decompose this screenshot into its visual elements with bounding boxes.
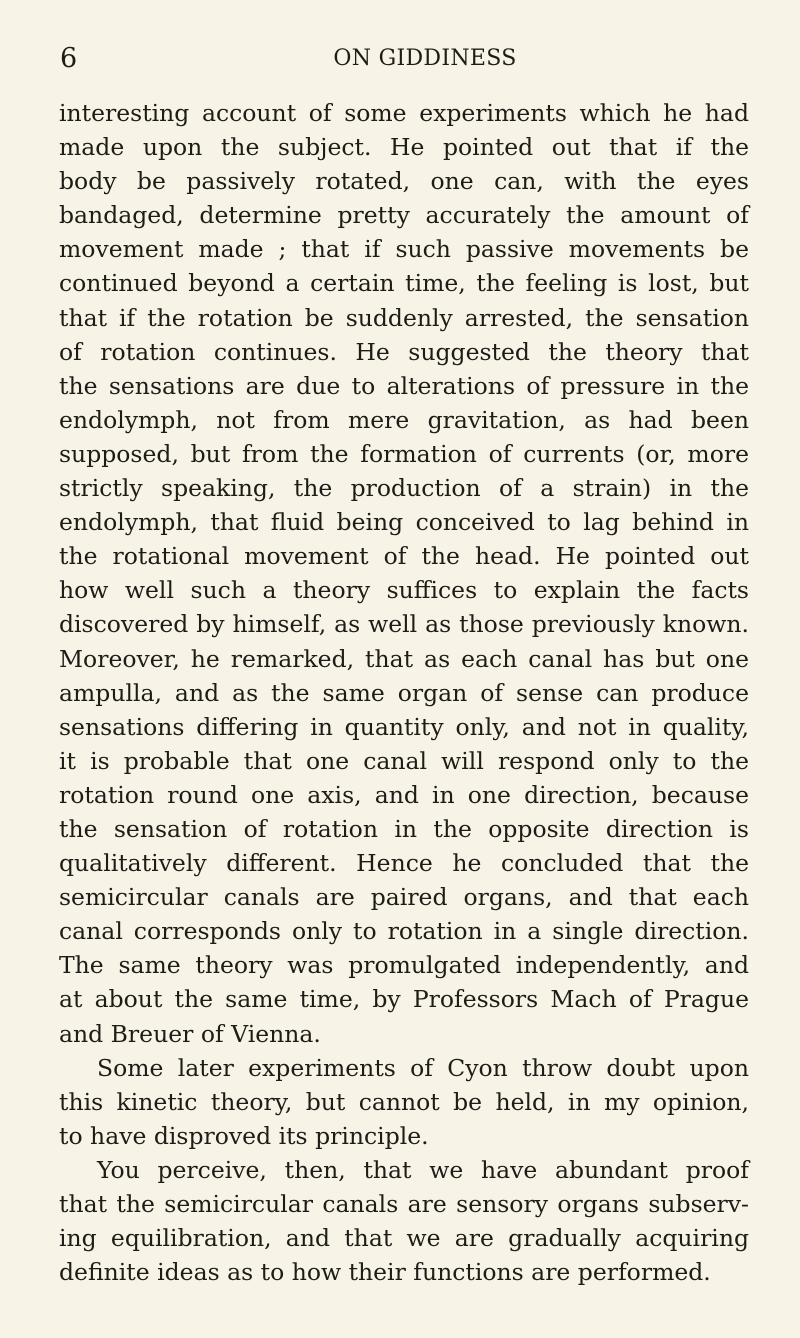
text-line: body be passively rotated, one can, with the eyes [59,167,749,196]
text-line: ampulla, and as the same organ of sense can produce [59,678,749,707]
running-head: ON GIDDINESS [333,46,517,71]
text-line: qualitatively different. Hence he concluded that the [59,849,749,878]
text-line: that if the rotation be suddenly arrested, the sensation [59,303,749,332]
text-line: canal corresponds only to rotation in a single direction. [59,917,749,946]
text-line: discovered by himself, as well as those previously known. [59,610,749,639]
text-line: rotation round one axis, and in one direction, because [59,780,749,809]
text-line: bandaged, determine pretty accurately the amount of [59,201,749,230]
text-line: made upon the subject. He pointed out that if the [59,133,749,162]
text-line: sensations differing in quantity only, and not in quality, [59,712,749,741]
text-line: how well such a theory suffices to explain the facts [59,576,749,605]
text-line: it is probable that one canal will respond only to the [59,746,749,775]
text-line: interesting account of some experiments which he had [59,99,749,127]
text-line: and Breuer of Vienna. [59,1019,321,1048]
text-line: endolymph, that fluid being conceived to lag behind in [59,508,749,537]
text-line: at about the same time, by Professors Mach of Prague [59,985,749,1014]
text-line: to have disproved its principle. [59,1121,429,1150]
text-line: that the semicircular canals are sensory organs subserv- [59,1190,749,1218]
text-line: strictly speaking, the production of a strain) in the [59,474,749,503]
text-line: of rotation continues. He suggested the theory that [59,337,749,366]
text-line: the sensations are due to alterations of pressure in the [59,371,749,400]
text-line: supposed, but from the formation of currents (or, more [59,439,749,468]
text-line: semicircular canals are paired organs, and that each [59,883,749,912]
text-line: continued beyond a certain time, the feeling is lost, but [59,269,749,298]
page-header [0,44,800,84]
text-line: You perceive, then, that we have abundant proof [97,1155,749,1184]
body-text [59,96,749,1289]
text-line: definite ideas as to how their functions are performed. [59,1258,711,1287]
text-line: Moreover, he remarked, that as each canal has but one [59,644,749,673]
page-number: 6 [60,43,78,74]
text-line: Some later experiments of Cyon throw doubt upon [97,1053,749,1082]
text-line: endolymph, not from mere gravitation, as had been [59,405,749,434]
text-line: ing equilibration, and that we are gradually acquiring [59,1224,749,1253]
text-line: the rotational movement of the head. He pointed out [59,542,749,571]
text-line: movement made ; that if such passive movements be [59,235,749,264]
text-line: this kinetic theory, but cannot be held, in my opinion, [59,1087,749,1116]
text-line: the sensation of rotation in the opposite direction is [59,814,749,843]
text-line: The same theory was promulgated independently, and [59,951,749,980]
